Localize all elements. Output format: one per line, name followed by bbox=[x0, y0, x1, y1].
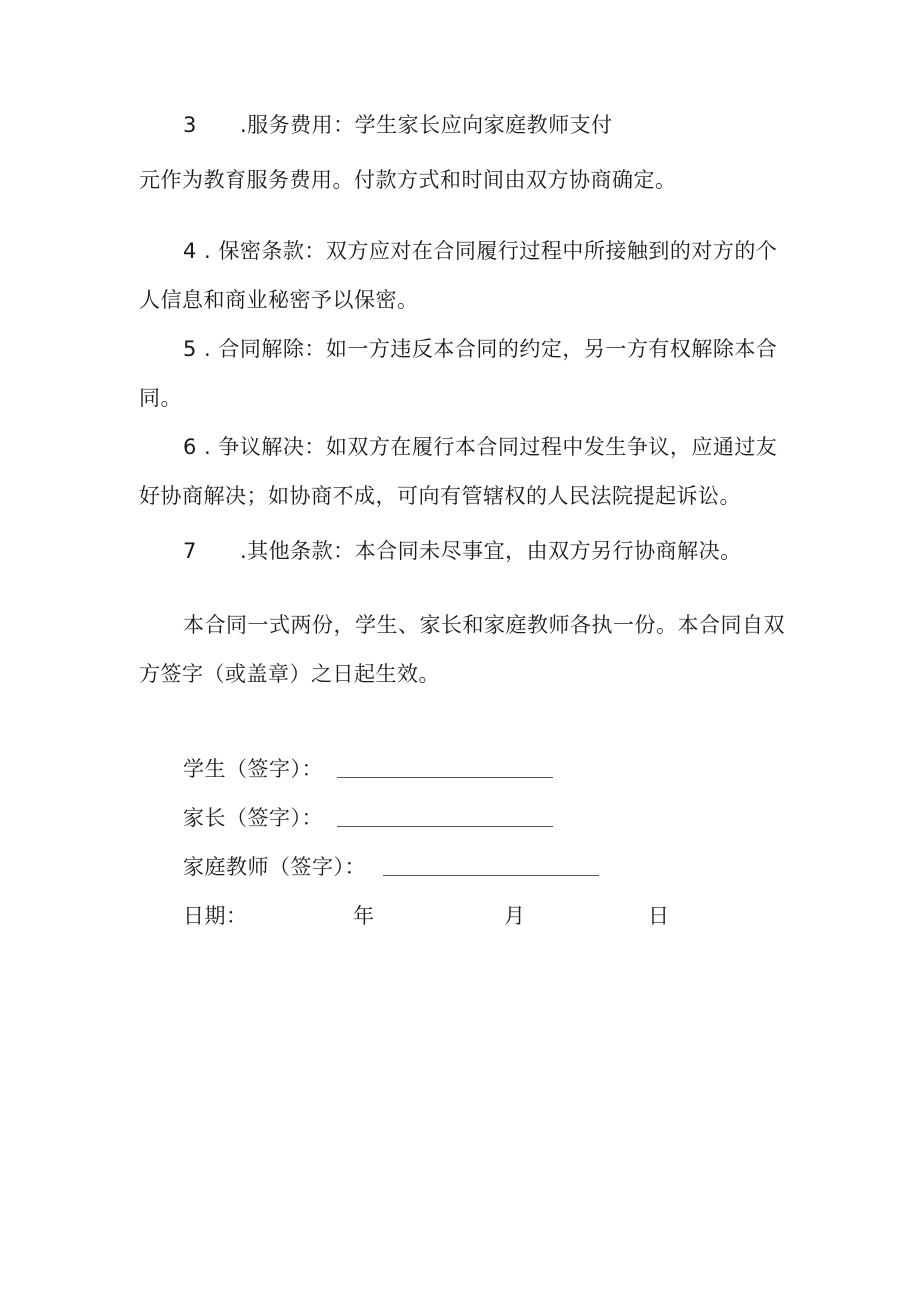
parent-signature-label: 家长（签字）： bbox=[183, 806, 323, 830]
clause-7-line-1 bbox=[183, 537, 742, 565]
clause-4-line-2: 人信息和商业秘密予以保密。 bbox=[139, 288, 419, 312]
closing-line-2: 方签字（或盖章）之日起生效。 bbox=[139, 662, 440, 686]
clause-6-line-2: 好协商解决；如协商不成，可向有管辖权的人民法院提起诉讼。 bbox=[139, 484, 741, 508]
clause-3-text: .服务费用：学生家长应向家庭教师支付 bbox=[240, 113, 613, 137]
parent-signature-line[interactable] bbox=[337, 826, 553, 827]
clause-5-line-2: 同。 bbox=[139, 386, 182, 410]
date-day-label: 日 bbox=[648, 904, 670, 928]
clause-4-line-1: 4 . 保密条款：双方应对在合同履行过程中所接触到的对方的个 bbox=[183, 239, 778, 263]
tutor-signature-line[interactable] bbox=[383, 875, 599, 876]
date-month-label: 月 bbox=[504, 904, 526, 928]
clause-3-line-1 bbox=[183, 111, 613, 139]
date-year-label: 年 bbox=[353, 904, 375, 928]
clause-6-line-1: 6 . 争议解决：如双方在履行本合同过程中发生争议，应通过友 bbox=[183, 435, 778, 459]
clause-7-number: 7 bbox=[183, 539, 197, 563]
student-signature-label: 学生（签字）： bbox=[183, 757, 323, 781]
clause-5-line-1: 5 . 合同解除：如一方违反本合同的约定，另一方有权解除本合 bbox=[183, 337, 778, 361]
clause-7-text: .其他条款：本合同未尽事宜，由双方另行协商解决。 bbox=[240, 539, 742, 563]
closing-line-1: 本合同一式两份，学生、家长和家庭教师各执一份。本合同自双 bbox=[183, 613, 785, 637]
clause-3-line-2: 元作为教育服务费用。付款方式和时间由双方协商确定。 bbox=[139, 168, 677, 192]
tutor-signature-label: 家庭教师（签字）： bbox=[183, 855, 366, 879]
clause-3-number: 3 bbox=[183, 113, 197, 137]
student-signature-line[interactable] bbox=[337, 777, 553, 778]
date-label: 日期： bbox=[183, 904, 248, 928]
